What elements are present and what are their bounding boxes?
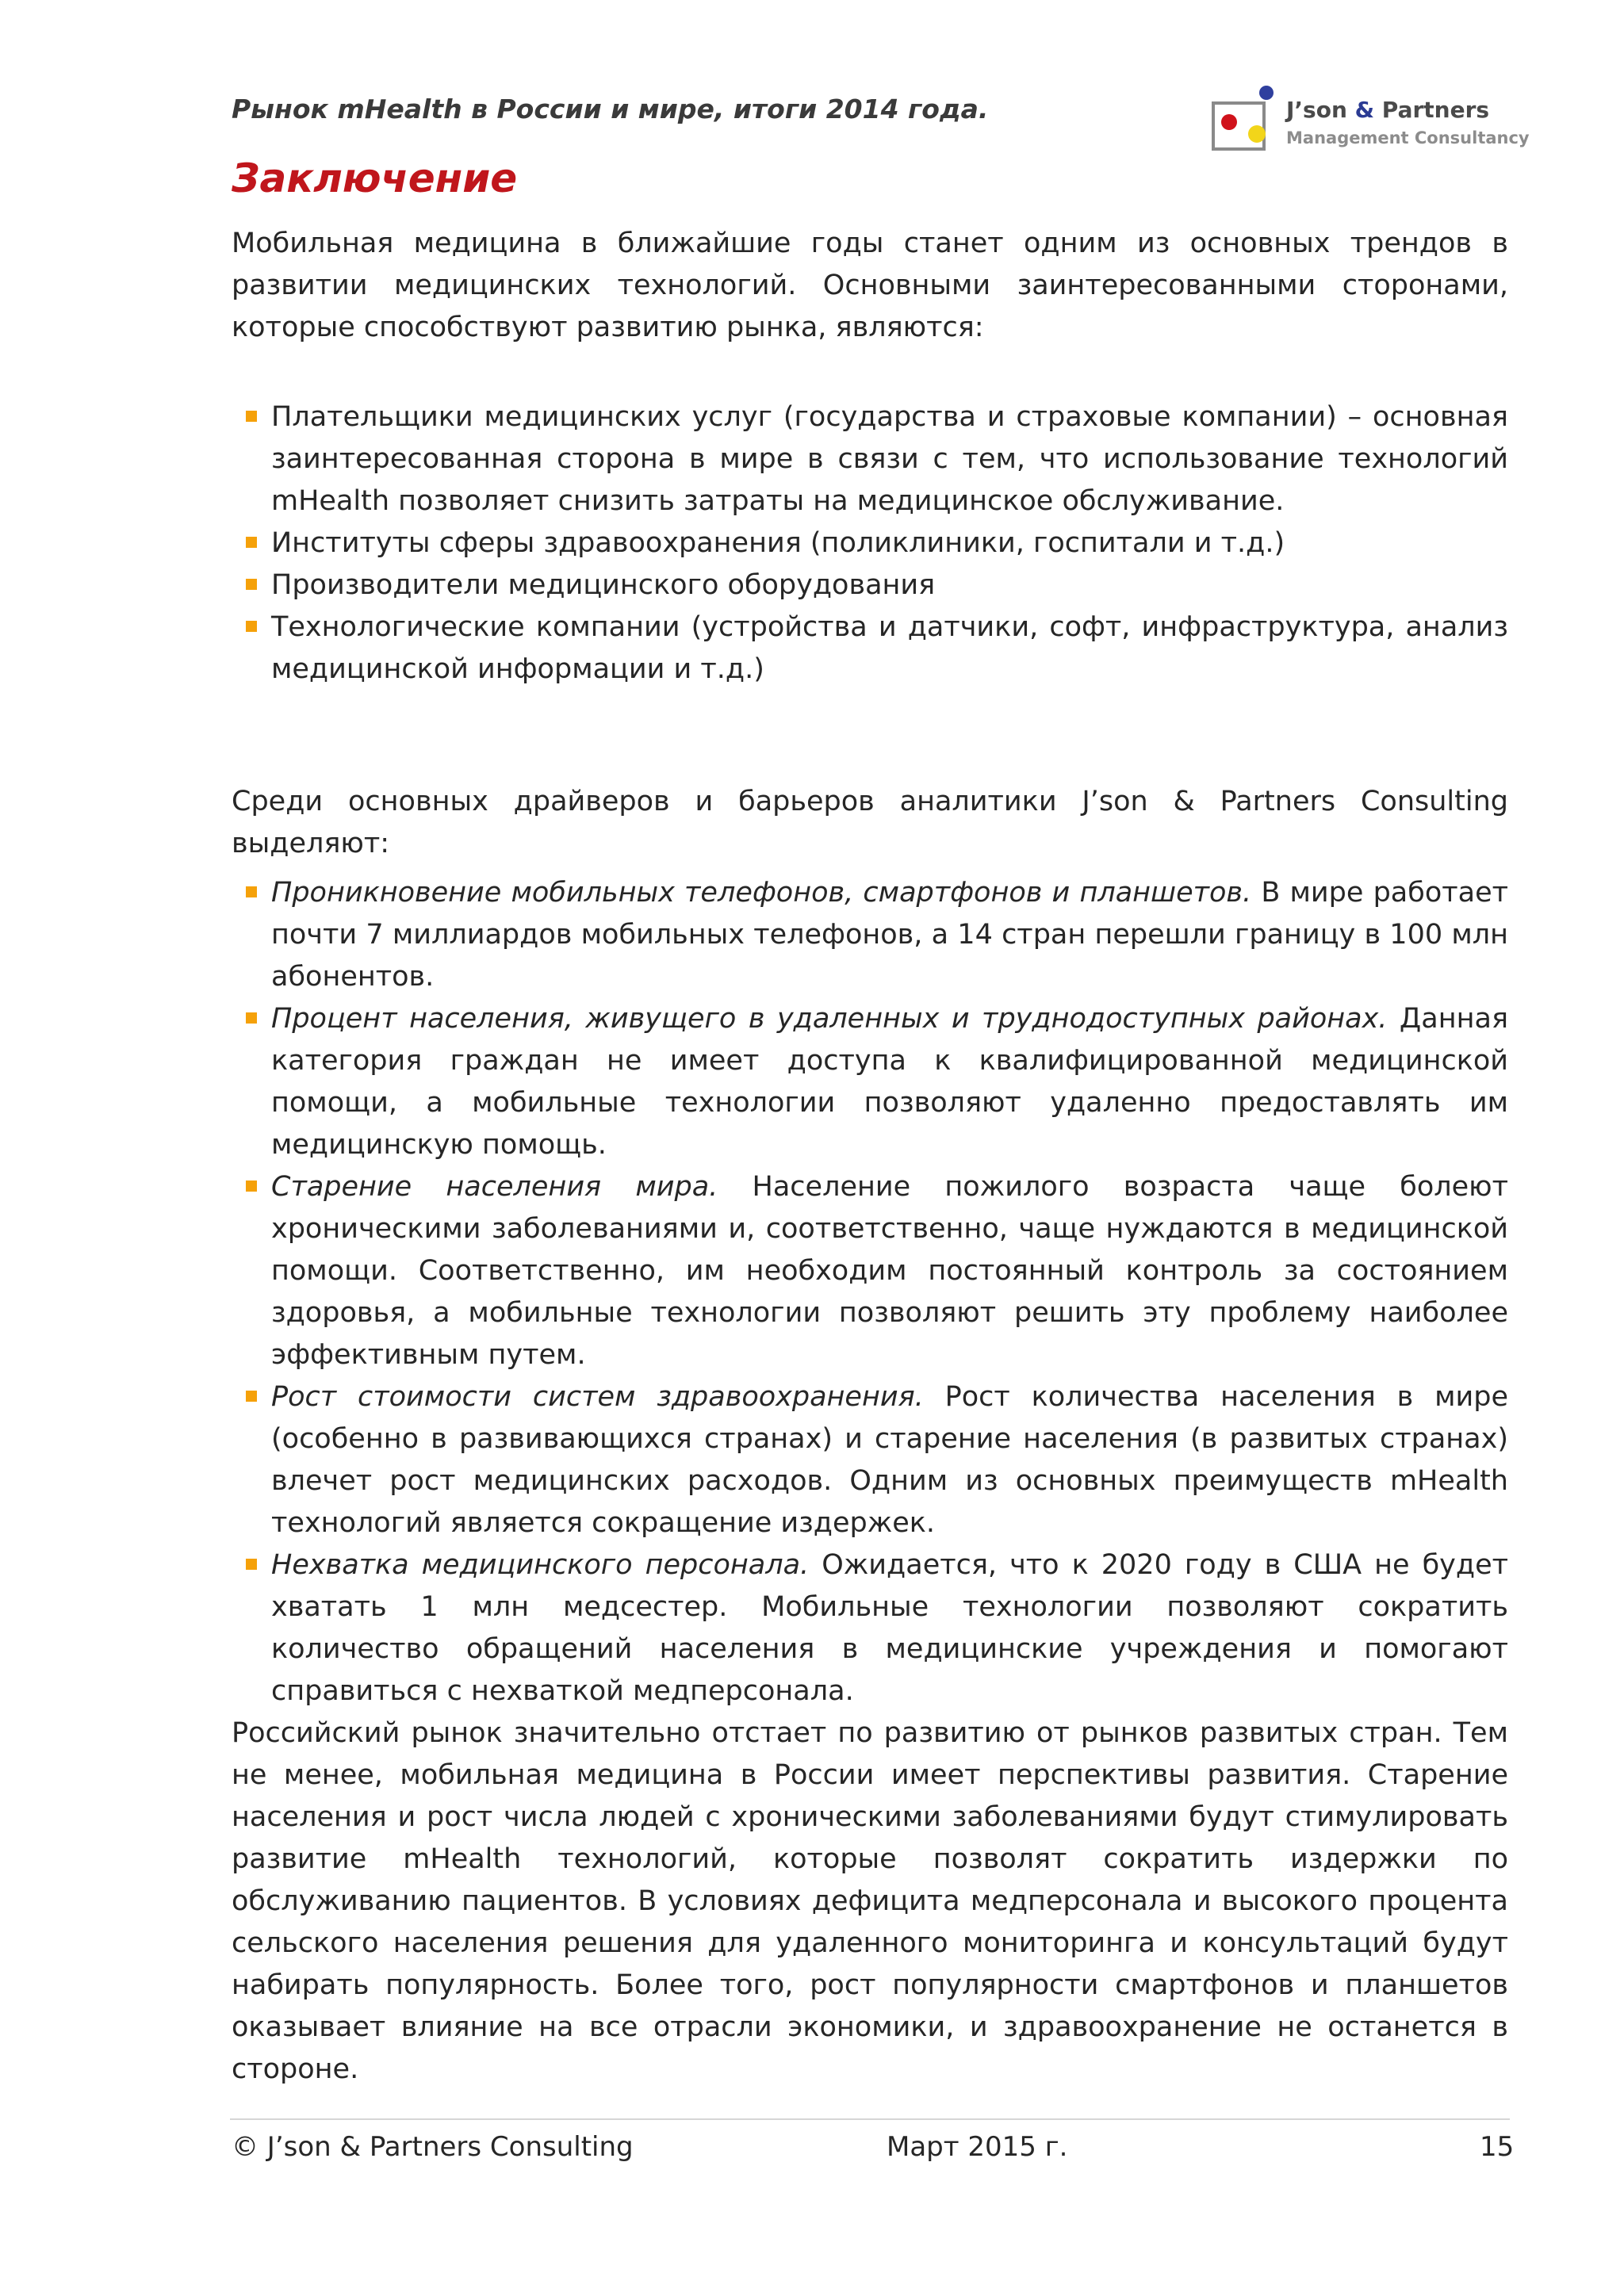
driver-lead: Проникновение мобильных телефонов, смартфонов и планшетов. (271, 877, 1252, 909)
bullet-square-icon (246, 579, 257, 590)
list-item (232, 1544, 1508, 1712)
driver-lead: Рост стоимости систем здравоохранения. (271, 1381, 924, 1413)
section-heading: Заключение (232, 155, 518, 201)
driver-text: Рост количества населения в мире (особенно в развивающихся странах) и старение населения (в развитых странах) влечет рост медицинских расходов. Одним из основных преимуществ mHealth технологий является сокращение издержек. (271, 1381, 1508, 1539)
list-item-text: Институты сферы здравоохранения (поликлиники, госпитали и т.д.) (271, 527, 1285, 559)
list-item (232, 522, 1508, 564)
list-item (232, 998, 1508, 1166)
list-item-text: Плательщики медицинских услуг (государства и страховые компании) – основная заинтересованная сторона в мире в связи с тем, что использование технологий mHealth позволяет снизить затраты на медицинское обслуживание. (271, 401, 1508, 517)
driver-lead: Нехватка медицинского персонала. (271, 1549, 810, 1581)
list-item-text: Технологические компании (устройства и датчики, софт, инфраструктура, анализ медицинской информации и т.д.) (271, 611, 1508, 685)
footer-copyright: © J’son & Partners Consulting (232, 2131, 634, 2163)
stakeholders-list (232, 396, 1508, 691)
intro-paragraph: Мобильная медицина в ближайшие годы станет одним из основных трендов в развитии медицинских технологий. Основными заинтересованными сторонами, которые способствуют развитию рынка, являются: (232, 228, 1508, 343)
logo-name-ampersand: & (1354, 97, 1375, 123)
company-logo (1212, 79, 1530, 155)
logo-name-part1: J’son (1286, 97, 1355, 123)
driver-lead: Процент населения, живущего в удаленных и труднодоступных районах. (271, 1003, 1388, 1035)
logo-company-name (1286, 97, 1489, 123)
bullet-square-icon (246, 537, 257, 548)
logo-name-part2: Partners (1374, 97, 1490, 123)
list-item (232, 564, 1508, 607)
bullet-square-icon (246, 1559, 257, 1570)
footer-divider (230, 2118, 1510, 2120)
document-title: Рынок mHealth в России и мире, итоги 2014 года. (232, 94, 989, 124)
logo-blue-dot-icon (1259, 86, 1274, 100)
bullet-square-icon (246, 621, 257, 632)
footer-page-number: 15 (1480, 2131, 1515, 2163)
list-item (232, 1376, 1508, 1544)
bullet-square-icon (246, 1391, 257, 1402)
logo-red-dot-icon (1221, 114, 1237, 130)
bullet-square-icon (246, 1012, 257, 1024)
bullet-square-icon (246, 1181, 257, 1192)
footer-date: Март 2015 г. (887, 2131, 1068, 2163)
driver-lead: Старение населения мира. (271, 1171, 718, 1203)
list-item (232, 396, 1508, 522)
bullet-square-icon (246, 411, 257, 422)
logo-subtitle: Management Consultancy (1286, 128, 1530, 147)
list-item (232, 1166, 1508, 1376)
drivers-list (232, 872, 1508, 1712)
list-item (232, 607, 1508, 691)
driver-text: Данная категория граждан не имеет доступа к квалифицированной медицинской помощи, а мобильные технологии позволяют удаленно предоставлять им медицинскую помощь. (271, 1003, 1508, 1161)
conclusion-paragraph: Российский рынок значительно отстает по развитию от рынков развитых стран. Тем не менее, мобильная медицина в России имеет перспективы развития. Старение населения и рост числа людей с хроническими заболеваниями будут стимулировать развитие mHealth технологий, которые позволят сократить издержки по обслуживанию пациентов. В условиях дефицита медперсонала и высокого процента сельского населения решения для удаленного мониторинга и консультаций будут набирать популярность. Более того, рост популярности смартфонов и планшетов оказывает влияние на все отрасли экономики, и здравоохранение не останется в стороне. (232, 1717, 1508, 2085)
driver-text: Население пожилого возраста чаще болеют хроническими заболеваниями и, соответственно, чаще нуждаются в медицинской помощи. Соответственно, им необходим постоянный контроль за состоянием здоровья, а мобильные технологии позволяют решить эту проблему наиболее эффективным путем. (271, 1171, 1509, 1371)
list-item (232, 872, 1508, 998)
driver-text: В мире работает почти 7 миллиардов мобильных телефонов, а 14 стран перешли границу в 100 млн абонентов. (271, 877, 1508, 993)
drivers-intro-paragraph: Среди основных драйверов и барьеров аналитики J’son & Partners Consulting выделяют: (232, 786, 1508, 859)
driver-text: Ожидается, что к 2020 году в США не будет хватать 1 млн медсестер. Мобильные технологии позволяют сократить количество обращений населения в медицинские учреждения и помогают справиться с нехваткой медперсонала. (271, 1549, 1508, 1707)
bullet-square-icon (246, 886, 257, 897)
logo-yellow-dot-icon (1248, 125, 1266, 143)
list-item-text: Производители медицинского оборудования (271, 569, 936, 601)
